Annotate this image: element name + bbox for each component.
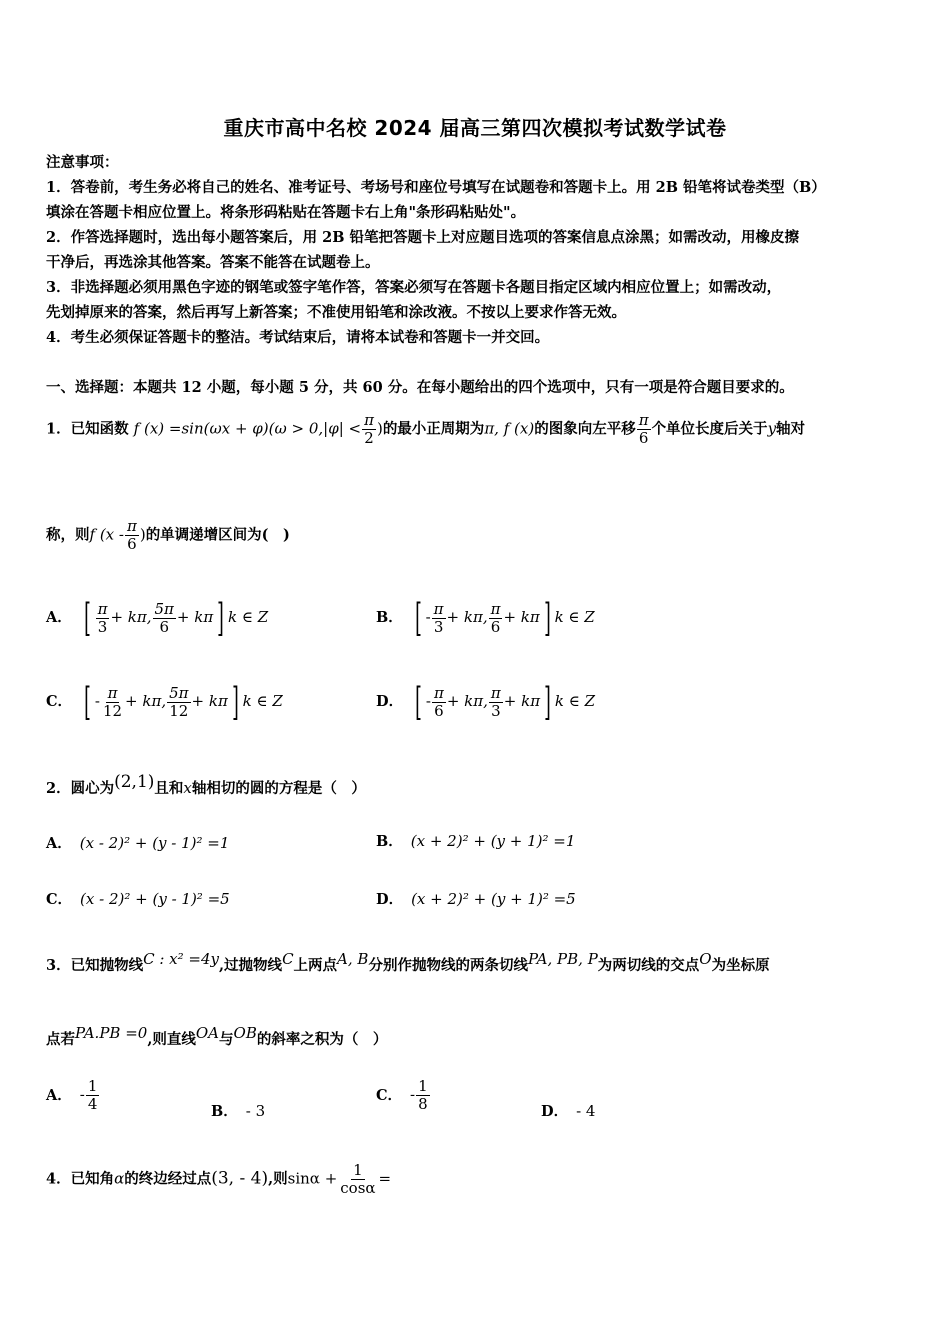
notes-heading: 注意事项：: [46, 154, 119, 171]
q2-option-b[interactable]: [376, 830, 575, 851]
question-number: 3．: [46, 957, 71, 974]
question-4: [46, 1162, 391, 1197]
option-label: D．: [376, 693, 404, 710]
option-expr: - 3: [245, 1102, 266, 1120]
sign: -: [425, 692, 431, 710]
q-text: 已知函数: [70, 420, 129, 438]
notes-line: 4．考生必须保证答题卡的整洁。考试结束后，请将本试卷和答题卡一并交回。: [46, 329, 550, 346]
math-expr: PA, PB, P: [527, 950, 598, 968]
notes-line: 先划掉原来的答案，然后再写上新答案；不准使用铅笔和涂改液。不按以上要求作答无效。: [46, 304, 626, 321]
frac-den: 12: [169, 701, 189, 720]
option-label: B．: [211, 1103, 238, 1120]
math-expr: =: [378, 1169, 392, 1188]
q1-option-c[interactable]: [46, 682, 283, 722]
math-expr: k ∈ Z: [242, 692, 283, 710]
q-text: 个单位长度后关于: [651, 420, 768, 438]
frac-den: 12: [102, 701, 123, 720]
notes-line: 填涂在答题卡相应位置上。将条形码粘贴在答题卡右上角"条形码粘贴处"。: [46, 204, 526, 221]
bracket-left: [: [414, 596, 422, 640]
math-expr: f (x -: [89, 525, 124, 544]
fraction: [86, 1078, 100, 1113]
math-expr: PA.PB =0: [75, 1024, 148, 1042]
sign: -: [79, 1085, 85, 1104]
q-text: ,过抛物线: [219, 957, 283, 974]
frac-num: π: [364, 411, 374, 429]
q-text: ,则: [268, 1170, 288, 1188]
math-expr: + kπ,: [110, 608, 152, 626]
frac-den: 6: [127, 535, 137, 553]
frac-num: π: [433, 683, 444, 702]
notes-line: 干净后，再选涂其他答案。答案不能答在试题卷上。: [46, 254, 380, 271]
q-text: 圆心为: [70, 780, 115, 797]
frac-den: 3: [433, 617, 444, 636]
bracket-left: [: [84, 680, 91, 724]
fraction: [432, 685, 446, 720]
q-text: 轴相切的圆的方程是（ ）: [191, 780, 366, 797]
q3-option-d[interactable]: [541, 1100, 595, 1121]
notes-line: 2．作答选择题时，选出每小题答案后，用 2B 铅笔把答题卡上对应题目选项的答案信息点涂黑；如需改动，用橡皮擦: [46, 229, 800, 246]
option-expr: [425, 599, 540, 636]
question-number: 2．: [46, 780, 71, 797]
fraction: [489, 685, 503, 720]
page-title: 重庆市高中名校 2024 届高三第四次模拟考试数学试卷: [223, 116, 727, 140]
question-3-line-2: [46, 1024, 387, 1049]
option-label: B．: [376, 833, 403, 850]
fraction: [96, 601, 110, 636]
frac-den: 6: [434, 701, 444, 720]
q-text: 已知角: [70, 1170, 115, 1188]
sign: -: [94, 692, 100, 710]
frac-den: 6: [638, 429, 649, 447]
frac-num: π: [97, 599, 108, 618]
option-expr: (x + 2)² + (y + 1)² =1: [410, 832, 576, 850]
frac-den: 4: [87, 1095, 98, 1113]
frac-num: π: [490, 683, 501, 702]
fraction: [125, 518, 139, 553]
frac-num: π: [490, 599, 501, 618]
math-expr: + kπ: [191, 692, 228, 710]
bracket-right: ]: [217, 596, 224, 640]
bracket-left: [: [415, 680, 422, 724]
q-text: 的终边经过点: [124, 1170, 212, 1188]
option-expr: (x - 2)² + (y - 1)² =5: [80, 890, 230, 908]
section-heading: 一、选择题：本题共 12 小题，每小题 5 分，共 60 分。在每小题给出的四个选项中，只有一项是符合题目要求的。: [46, 379, 794, 396]
bracket-right: ]: [544, 680, 551, 724]
question-number: 4．: [46, 1170, 71, 1188]
option-label: B．: [376, 609, 403, 626]
math-expr: + kπ,: [125, 692, 167, 710]
option-label: D．: [376, 891, 404, 908]
frac-num: 5π: [169, 683, 189, 702]
q-text: 称，则: [46, 526, 90, 544]
math-expr: (3, - 4): [211, 1168, 269, 1189]
q-text: 的图象向左平移: [534, 420, 636, 438]
q-text: 的最小正周期为: [382, 420, 485, 438]
q2-option-a[interactable]: [46, 832, 229, 853]
question-3-line-1: [46, 950, 770, 975]
q-text: 且和: [154, 780, 184, 797]
q-text: 已知抛物线: [70, 957, 144, 974]
option-label: C．: [376, 1086, 403, 1104]
math-expr: A, B: [337, 950, 369, 968]
math-expr: OB: [233, 1024, 257, 1042]
math-expr: (2,1): [114, 772, 155, 792]
math-expr: sinα +: [287, 1169, 338, 1188]
frac-num: π: [126, 517, 137, 535]
q-text: ,则直线: [147, 1031, 196, 1048]
frac-den: 6: [490, 617, 501, 636]
frac-den: cosα: [340, 1179, 376, 1197]
option-label: D．: [541, 1103, 569, 1120]
q-text: 为两切线的交点: [597, 957, 700, 974]
option-label: C．: [46, 891, 73, 908]
bracket-left: [: [83, 596, 91, 640]
option-expr: (x - 2)² + (y - 1)² =1: [79, 834, 230, 852]
question-1-line-1: [46, 412, 805, 447]
q3-option-b[interactable]: [211, 1100, 265, 1121]
fraction: [416, 1078, 430, 1113]
frac-num: π: [433, 599, 444, 618]
option-expr: (x + 2)² + (y + 1)² =5: [411, 890, 576, 908]
sign: -: [425, 608, 431, 626]
notes-line: 3．非选择题必须用黑色字迹的钢笔或签字笔作答，答案必须写在答题卡各题目指定区域内相应位置上；如需改动，: [46, 279, 782, 296]
notes-line: 1．答卷前，考生务必将自己的姓名、准考证号、考场号和座位号填写在试题卷和答题卡上。用 2B 铅笔将试卷类型（B）: [46, 179, 826, 196]
option-label: C．: [46, 693, 73, 710]
frac-num: 1: [353, 1161, 363, 1179]
option-expr: [425, 683, 541, 720]
q-text: 与: [219, 1031, 234, 1048]
math-var: x: [183, 779, 192, 797]
math-var: O: [699, 950, 712, 968]
frac-den: 2: [364, 429, 374, 447]
math-expr: f (x) =sin(ωx + φ)(ω > 0,|φ| <: [133, 419, 362, 438]
frac-den: 6: [159, 617, 169, 636]
q1-option-b[interactable]: [376, 598, 595, 638]
q-text: 的单调递增区间为( ): [145, 526, 290, 544]
fraction: [167, 685, 190, 720]
fraction: [338, 1162, 377, 1197]
math-expr: k ∈ Z: [554, 692, 596, 710]
math-expr: π, f (x): [484, 419, 535, 438]
fraction: [637, 412, 651, 447]
q-text: 分别作抛物线的两条切线: [368, 957, 528, 974]
math-expr: k ∈ Z: [228, 608, 269, 626]
frac-num: 1: [418, 1077, 428, 1095]
q1-option-a[interactable]: [46, 598, 268, 638]
frac-num: 5π: [154, 599, 174, 618]
notes-block: [46, 150, 906, 350]
q2-option-c[interactable]: [46, 888, 230, 909]
math-expr: + kπ: [503, 608, 540, 626]
q-text: 的斜率之积为（ ）: [256, 1031, 388, 1048]
option-label: A．: [46, 835, 72, 852]
frac-num: π: [107, 683, 118, 702]
q-text: 轴对: [776, 420, 806, 438]
math-expr: C : x² =4y: [143, 950, 219, 968]
option-label: A．: [46, 1086, 72, 1104]
math-expr: ): [139, 525, 146, 544]
math-expr: ): [376, 419, 383, 438]
fraction: [153, 601, 176, 636]
q1-option-d[interactable]: [376, 682, 595, 722]
bracket-right: ]: [543, 596, 551, 640]
q-text: 上两点: [293, 957, 338, 974]
math-expr: + kπ,: [446, 692, 488, 710]
math-expr: + kπ: [503, 692, 541, 710]
q2-option-d[interactable]: [376, 888, 576, 909]
frac-num: 1: [87, 1077, 98, 1095]
sign: -: [410, 1085, 416, 1104]
math-var: y: [767, 419, 777, 438]
math-expr: + kπ: [176, 608, 214, 626]
question-number: 1．: [46, 420, 71, 438]
frac-den: 3: [97, 617, 108, 636]
math-expr: OA: [195, 1024, 220, 1042]
q3-option-a[interactable]: [46, 1078, 100, 1113]
question-2: [46, 772, 366, 798]
math-var: α: [114, 1169, 125, 1188]
frac-den: 8: [418, 1095, 428, 1113]
q-text: 为坐标原: [711, 957, 770, 974]
question-1-line-2: [46, 518, 290, 553]
q-text: 点若: [46, 1031, 75, 1048]
bracket-right: ]: [231, 680, 239, 724]
fraction: [362, 412, 376, 447]
option-label: A．: [46, 609, 72, 626]
fraction: [489, 601, 503, 636]
option-expr: - 4: [576, 1102, 596, 1120]
frac-den: 3: [491, 701, 501, 720]
q3-option-c[interactable]: [376, 1078, 431, 1113]
math-expr: k ∈ Z: [554, 608, 595, 626]
math-var: C: [282, 950, 294, 968]
frac-num: π: [638, 411, 649, 429]
fraction: [432, 601, 446, 636]
math-expr: + kπ,: [446, 608, 488, 626]
fraction: [101, 685, 124, 720]
